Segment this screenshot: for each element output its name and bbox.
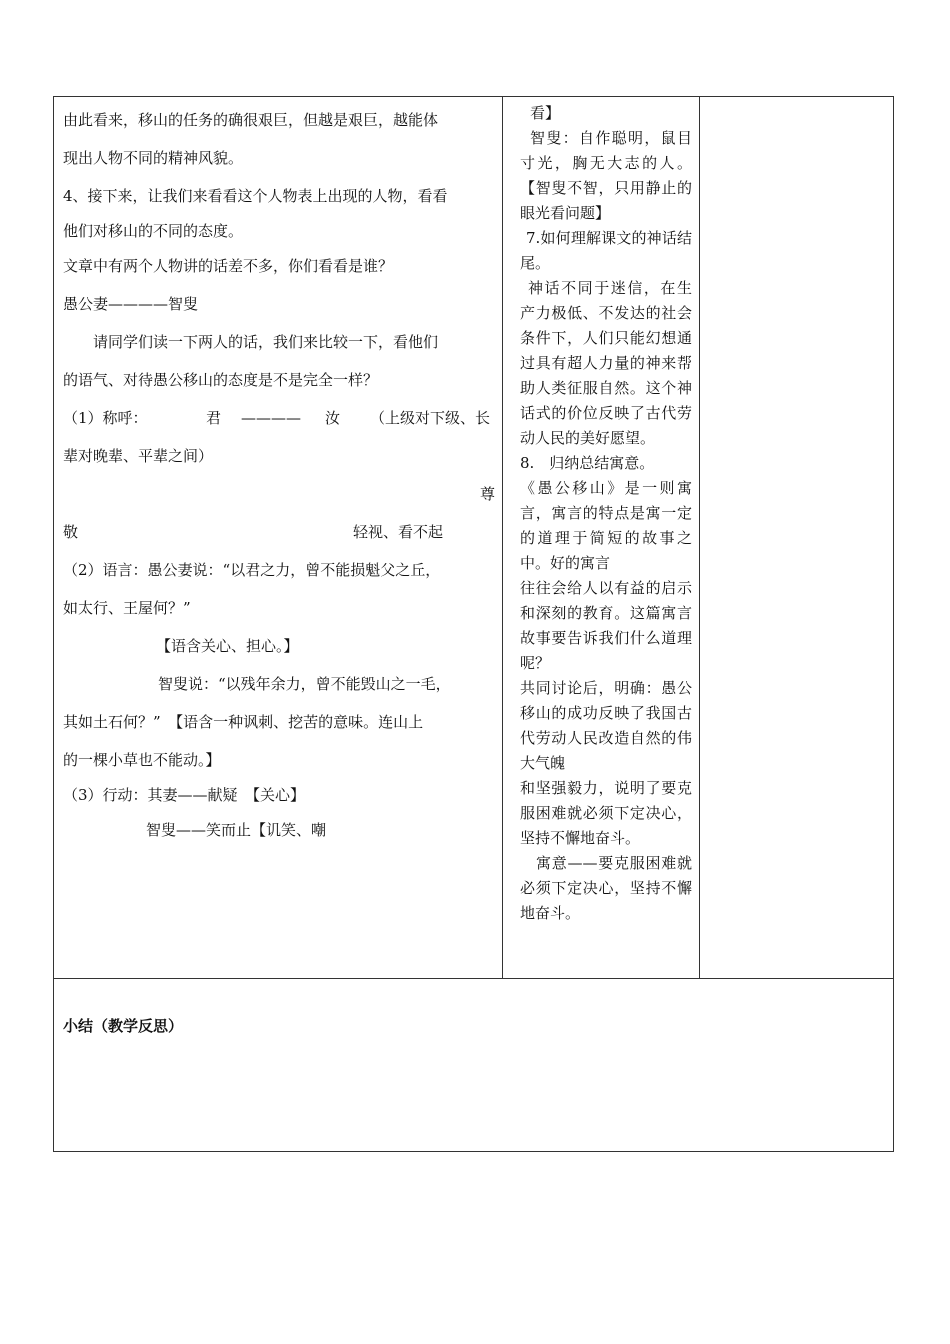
text-line: 其如土石何？” 【语含一种讽刺、挖苦的意味。连山上	[63, 713, 424, 731]
text-line: 智叟——笑而止【讥笑、嘲	[146, 821, 327, 839]
text-line: 辈对晚辈、平辈之间）	[63, 447, 214, 465]
text-span: （1）称呼：	[63, 409, 148, 427]
note-paragraph: 寓意——要克服困难就必须下定决心，坚持不懈地奋斗。	[520, 854, 692, 922]
text-span: （上级对下级、长	[370, 409, 491, 427]
note-paragraph: 《愚公移山》是一则寓言，寓言的特点是寓一定的道理于简短的故事之中。好的寓言	[520, 479, 692, 572]
text-line: 由此看来，移山的任务的确很艰巨，但越是艰巨，越能体	[63, 111, 439, 129]
text-line: 智叟说：“以残年余力，曾不能毁山之一毛，	[158, 675, 451, 693]
note-paragraph: 共同讨论后，明确：愚公移山的成功反映了我国古代劳动人民改造自然的伟大气魄	[520, 679, 692, 772]
text-line: （2）语言：愚公妻说：“以君之力，曾不能损魁父之丘，	[63, 561, 441, 579]
text-line: 文章中有两个人物讲的话差不多，你们看看是谁？	[63, 257, 394, 275]
text-line: 的一棵小草也不能动。】	[63, 751, 221, 769]
note-paragraph: 智叟：自作聪明，鼠目寸光，胸无大志的人。【智叟不智，只用静止的眼光看问题】	[520, 129, 692, 222]
text-line: 的语气、对待愚公移山的态度是不是完全一样？	[63, 371, 379, 389]
note-paragraph: 和坚强毅力，说明了要克服困难就必须下定决心，坚持不懈地奋斗。	[520, 779, 692, 847]
text-line: 现出人物不同的精神风貌。	[63, 149, 244, 167]
note-paragraph: 往往会给人以有益的启示和深刻的教育。这篇寓言故事要告诉我们什么道理呢？	[520, 579, 692, 672]
text-line: 【语含关心、担心。】	[156, 637, 299, 655]
text-span: ————	[241, 409, 301, 427]
row-divider	[54, 978, 893, 979]
note-paragraph: 看】	[530, 104, 561, 122]
text-line: （3）行动：其妻——献疑 【关心】	[63, 786, 306, 804]
text-span: 轻视、看不起	[352, 523, 443, 541]
text-line: 尊	[479, 485, 495, 503]
text-line: 愚公妻————智叟	[63, 295, 199, 313]
teaching-notes-cell	[520, 101, 692, 926]
text-span: 汝	[325, 409, 341, 427]
text-span: 敬	[63, 523, 79, 541]
summary-label: 小结（教学反思）	[63, 1017, 184, 1035]
respect-row	[63, 513, 495, 551]
text-line: 他们对移山的不同的态度。	[63, 222, 244, 240]
text-span: 君	[206, 409, 222, 427]
text-line: 4、接下来，让我们来看看这个人物表上出现的人物，看看	[63, 187, 448, 205]
text-line: 如太行、王屋何？”	[63, 599, 191, 617]
note-paragraph: 8. 归纳总结寓意。	[520, 454, 655, 472]
note-paragraph: 7.如何理解课文的神话结尾。	[520, 229, 692, 272]
column-divider-2	[699, 97, 700, 978]
lesson-plan-table	[53, 96, 894, 1152]
column-divider-1	[502, 97, 503, 978]
note-paragraph: 神话不同于迷信，在生产力极低、不发达的社会条件下，人们只能幻想通过具有超人力量的神来帮助人类征服自然。这个神话式的价位反映了古代劳动人民的美好愿望。	[520, 279, 692, 447]
address-comparison-row	[63, 399, 495, 437]
text-line: 请同学们读一下两人的话，我们来比较一下，看他们	[93, 333, 439, 351]
teaching-process-cell	[63, 101, 495, 849]
